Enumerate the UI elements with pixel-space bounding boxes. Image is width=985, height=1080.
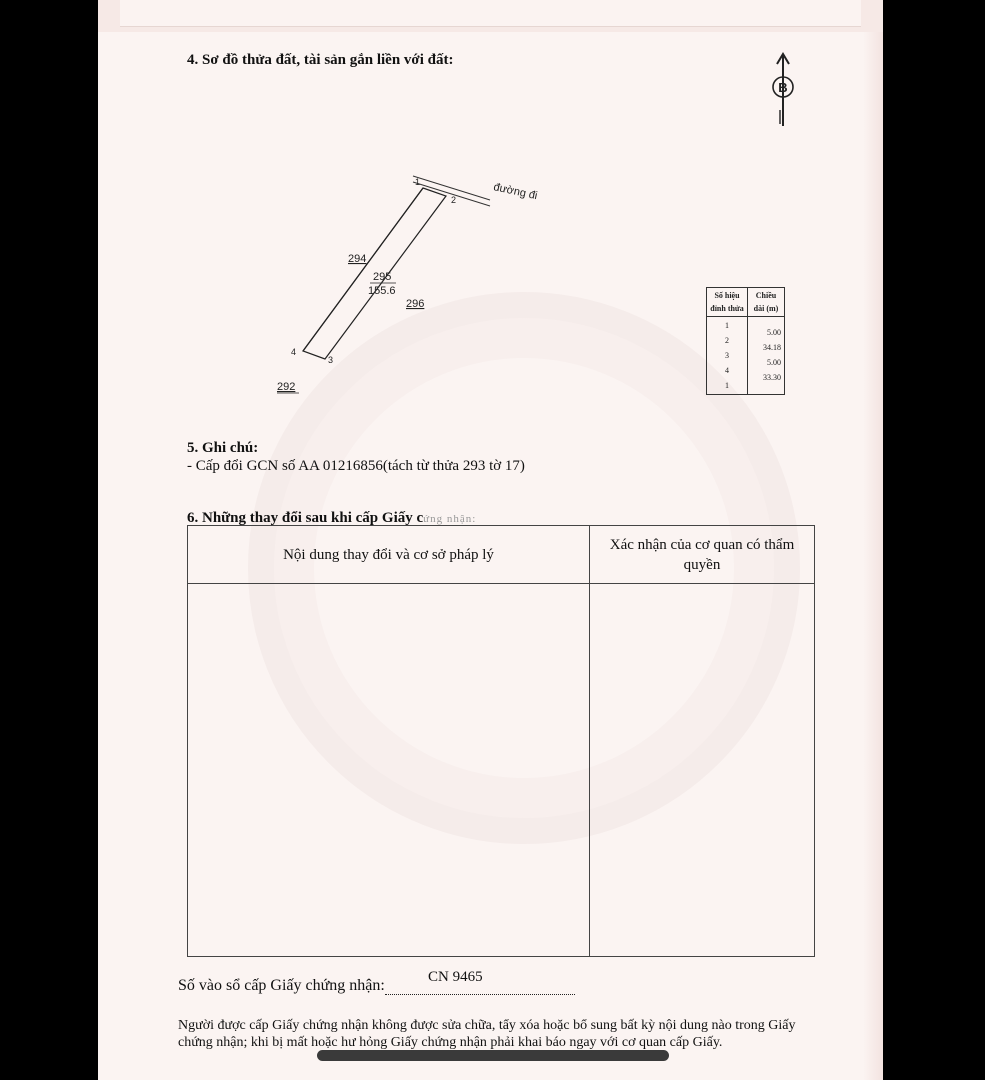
edge-length: 5.00 — [767, 328, 781, 337]
vertex-label-2: 2 — [451, 195, 457, 205]
edge-lengths-table — [706, 287, 785, 395]
vertex-label-3: 3 — [328, 355, 334, 365]
previous-page-edge — [98, 0, 883, 32]
parcel-number: 295 — [373, 271, 392, 283]
section6-title-faded: ứng nhận: — [423, 513, 477, 525]
neighbor-parcel-292: 292 — [277, 381, 296, 393]
road-label: đường đi — [492, 181, 539, 203]
neighbor-parcel-296: 296 — [406, 298, 425, 310]
section5-title: 5. Ghi chú: — [187, 440, 259, 456]
changes-table — [187, 525, 815, 957]
table-header-vertex: Số hiệu đỉnh thửa — [707, 288, 748, 317]
section5-note: - Cấp đổi GCN số AA 01216856(tách từ thửa 293 tờ 17) — [187, 458, 525, 474]
edge-length: 33.30 — [763, 373, 781, 382]
vertex-id: 1 — [725, 321, 729, 330]
section6-title-text: 6. Những thay đổi sau khi cấp Giấy c — [187, 510, 424, 526]
vertex-label-1: 1 — [415, 177, 421, 187]
length-column — [748, 317, 785, 395]
table-header-length: Chiều dài (m) — [748, 288, 785, 317]
certificate-page — [98, 32, 883, 1080]
north-arrow-icon — [768, 52, 798, 128]
edge-length: 34.18 — [763, 343, 781, 352]
vertex-id: 4 — [725, 366, 729, 375]
vertex-id: 2 — [725, 336, 729, 345]
registration-line — [178, 969, 575, 995]
edge-length: 5.00 — [767, 358, 781, 367]
neighbor-parcel-294: 294 — [348, 253, 367, 265]
changes-header-content: Nội dung thay đổi và cơ sở pháp lý — [188, 526, 590, 584]
vertex-id-column — [707, 317, 748, 395]
changes-content-cell — [188, 584, 590, 957]
vertex-label-4: 4 — [291, 347, 297, 357]
changes-header-confirmation: Xác nhận của cơ quan có thẩm quyền — [590, 526, 815, 584]
registration-number: CN 9465 — [428, 969, 483, 985]
parcel-area: 155.6 — [368, 285, 396, 297]
vertex-id: 1 — [725, 381, 729, 390]
north-label: B — [778, 80, 788, 95]
registration-label: Số vào sổ cấp Giấy chứng nhận: — [178, 977, 385, 994]
home-indicator[interactable] — [317, 1050, 669, 1061]
section4-title: 4. Sơ đồ thửa đất, tài sản gắn liền với đất: — [187, 52, 454, 68]
vertex-id: 3 — [725, 351, 729, 360]
changes-confirmation-cell — [590, 584, 815, 957]
warning-text: Người được cấp Giấy chứng nhận không được sửa chữa, tẩy xóa hoặc bổ sung bất kỳ nội dung nào trong Giấy chứng nhận; khi bị mất hoặc hư hỏng Giấy chứng nhận phải khai báo ngay với cơ quan cấp Giấy. — [178, 1018, 796, 1050]
land-parcel-diagram — [268, 162, 608, 422]
